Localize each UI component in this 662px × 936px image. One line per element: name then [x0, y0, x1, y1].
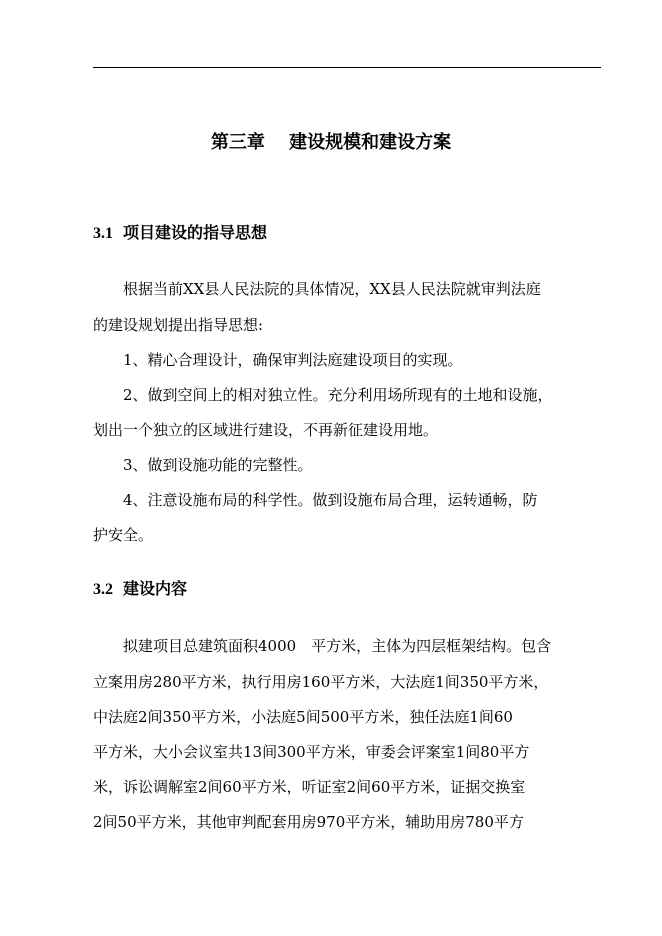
- section-title: 建设内容: [123, 579, 188, 598]
- header-rule: [93, 67, 601, 68]
- paragraph-line: 2间50平方米，其他审判配套用房970平方米，辅助用房780平方: [93, 813, 524, 831]
- section-number: 3.1: [93, 225, 113, 242]
- paragraph-line: 2、做到空间上的相对独立性。充分利用场所现有的土地和设施，: [123, 386, 553, 404]
- paragraph-line: 1、精心合理设计，确保审判法庭建设项目的实现。: [123, 351, 463, 369]
- section-heading-3-1: [93, 223, 267, 244]
- paragraph-line: 米，诉讼调解室2间60平方米，听证室2间60平方米，证据交换室: [93, 778, 526, 796]
- chapter-title: 第三章 建设规模和建设方案: [210, 132, 452, 153]
- paragraph-line: 的建设规划提出指导思想:: [93, 316, 264, 334]
- section-number: 3.2: [93, 581, 113, 598]
- paragraph-line: 立案用房280平方米，执行用房160平方米，大法庭1间350平方米，: [93, 673, 549, 691]
- section-heading-3-2: [93, 579, 187, 600]
- paragraph-line: 3、做到设施功能的完整性。: [123, 456, 313, 474]
- paragraph-line: 根据当前XX县人民法院的具体情况，XX县人民法院就审判法庭: [123, 280, 541, 298]
- paragraph-line: 平方米，大小会议室共13间300平方米，审委会评案室1间80平方: [93, 743, 530, 761]
- paragraph-line: 拟建项目总建筑面积4000 平方米，主体为四层框架结构。包含: [123, 637, 552, 655]
- paragraph-line: 护安全。: [93, 526, 154, 544]
- paragraph-line: 划出一个独立的区域进行建设，不再新征建设用地。: [93, 421, 439, 439]
- paragraph-line: 中法庭2间350平方米，小法庭5间500平方米，独任法庭1间60: [93, 708, 513, 726]
- section-title: 项目建设的指导思想: [123, 223, 268, 242]
- paragraph-line: 4、注意设施布局的科学性。做到设施布局合理，运转通畅，防: [123, 491, 538, 509]
